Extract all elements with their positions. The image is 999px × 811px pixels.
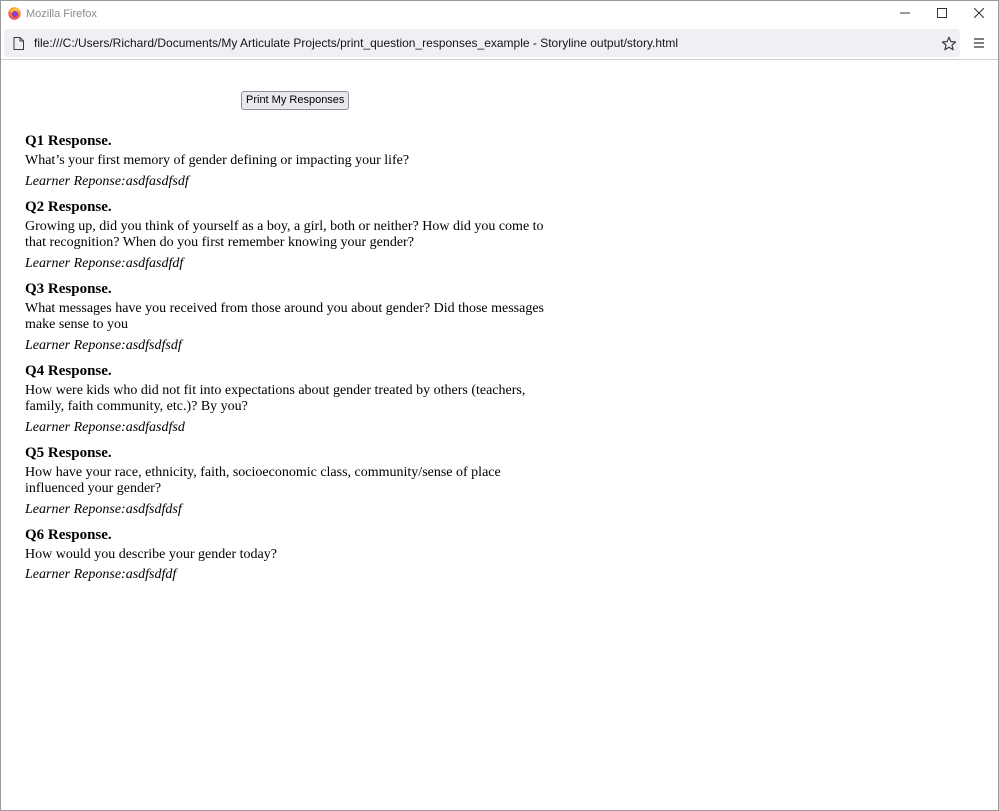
title-bar [1,1,998,27]
minimize-icon [900,5,910,23]
url-text[interactable]: file:///C:/Users/Richard/Documents/My Articulate Projects/print_question_responses_example - Storyline output/story.html [34,36,679,50]
response-heading: Q4 Response. [25,362,112,379]
response-q5 [25,444,550,518]
response-question: How would you describe your gender today? [25,546,277,562]
minimize-button[interactable] [886,1,924,27]
learner-response: Learner Reponse:asdfasdfdf [25,255,184,271]
response-question: How were kids who did not fit into expectations about gender treated by others (teachers, family, faith community, etc.)? By you? [25,382,526,414]
learner-response: Learner Reponse:asdfasdfsd [25,419,185,435]
firefox-icon [8,7,21,20]
star-icon[interactable] [941,36,957,52]
print-responses-button[interactable]: Print My Responses [241,91,349,110]
response-heading: Q2 Response. [25,198,112,215]
learner-response: Learner Reponse:asdfsdfsdf [25,337,182,353]
url-bar[interactable] [4,29,960,57]
hamburger-menu-icon[interactable] [971,35,987,51]
response-q4 [25,362,550,436]
learner-response: Learner Reponse:asdfsdfdf [25,567,177,582]
response-q3 [25,280,550,354]
response-heading: Q1 Response. [25,133,112,149]
response-question: What messages have you received from those around you about gender? Did those messages make sense to you [25,300,545,332]
response-heading: Q3 Response. [25,280,112,297]
response-q2 [25,198,550,272]
responses-list [25,132,550,591]
maximize-button[interactable] [923,1,961,27]
close-icon [974,5,984,23]
learner-response: Learner Reponse:asdfsdfdsf [25,501,182,517]
navigation-bar [1,27,998,59]
maximize-icon [937,5,947,23]
response-heading: Q5 Response. [25,444,112,461]
response-question: How have your race, ethnicity, faith, socioeconomic class, community/sense of place influenced your gender? [25,464,501,496]
window-title: Mozilla Firefox [26,8,97,20]
response-question: What’s your first memory of gender defining or impacting your life? [25,153,410,168]
close-button[interactable] [960,1,998,27]
response-heading: Q6 Response. [25,526,112,543]
learner-response: Learner Reponse:asdfasdfsdf [25,173,189,189]
response-q1 [25,132,550,190]
response-q6 [25,526,550,584]
page-content [1,60,998,810]
response-question: Growing up, did you think of yourself as a boy, a girl, both or neither? How did you come to that recognition? When do you first remember knowing your gender? [25,218,544,250]
page-icon[interactable] [13,37,24,50]
